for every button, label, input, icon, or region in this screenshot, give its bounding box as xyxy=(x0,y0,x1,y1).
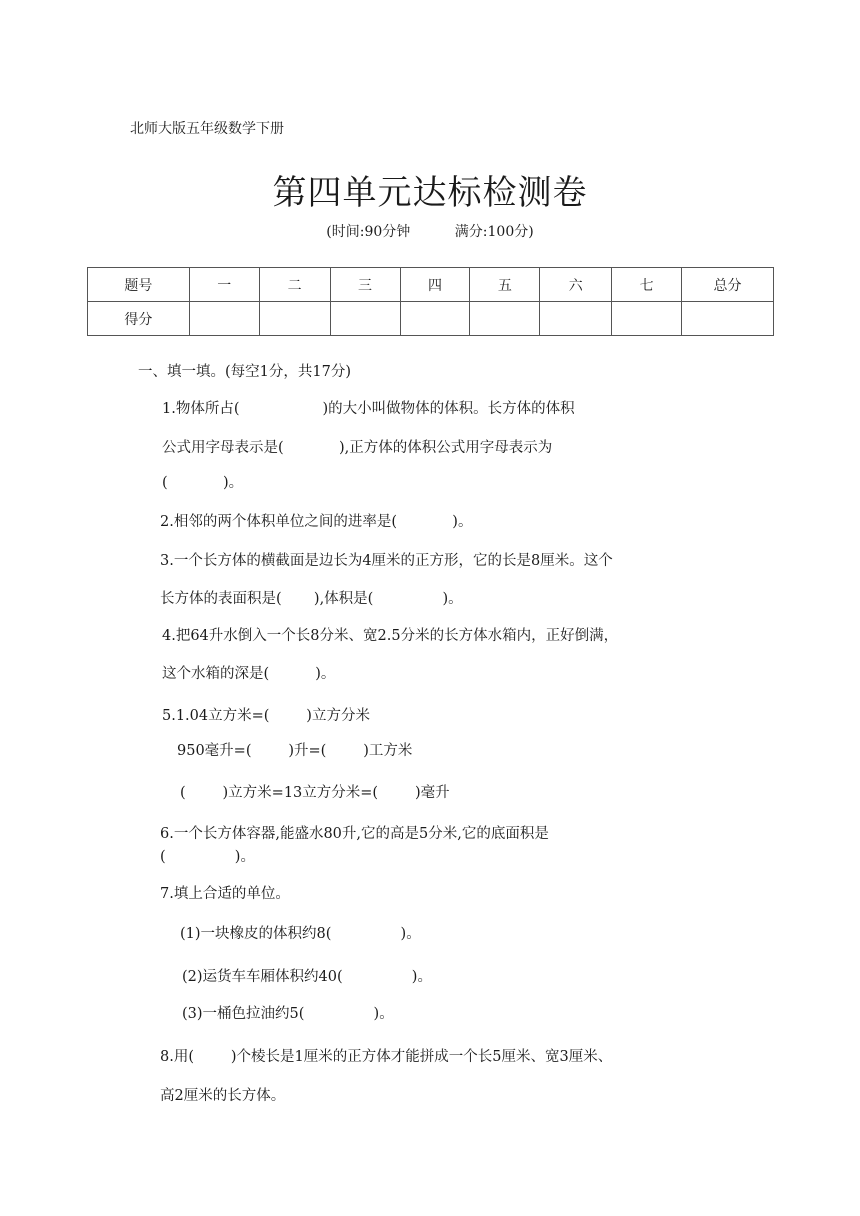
score-table xyxy=(87,267,774,336)
question-line: 长方体的表面积是( ),体积是( )。 xyxy=(160,591,463,607)
question-line: (3)一桶色拉油约5( )。 xyxy=(182,1006,394,1022)
question-line: 3.一个长方体的横截面是边长为4厘米的正方形，它的长是8厘米。这个 xyxy=(160,553,613,569)
table-row-score xyxy=(88,302,774,336)
question-line: ( )。 xyxy=(162,475,244,491)
question-line: 6.一个长方体容器,能盛水80升,它的高是5分米,它的底面积是 xyxy=(160,826,549,842)
question-line: (2)运货车车厢体积约40( )。 xyxy=(182,969,432,985)
score-cell[interactable] xyxy=(259,302,330,336)
score-cell[interactable] xyxy=(540,302,612,336)
table-cell: 七 xyxy=(612,268,682,302)
question-line: 1.物体所占( )的大小叫做物体的体积。长方体的体积 xyxy=(162,401,575,417)
question-line: 5.1.04立方米=( )立方分米 xyxy=(162,708,370,724)
score-cell[interactable] xyxy=(470,302,540,336)
table-cell: 得分 xyxy=(88,302,190,336)
score-cell[interactable] xyxy=(682,302,774,336)
table-cell: 二 xyxy=(259,268,330,302)
question-line: (1)一块橡皮的体积约8( )。 xyxy=(180,926,421,942)
question-line: 8.用( )个棱长是1厘米的正方体才能拼成一个长5厘米、宽3厘米、 xyxy=(160,1049,613,1065)
question-line: ( )。 xyxy=(160,849,255,865)
exam-subtitle: (时间:90分钟 满分:100分) xyxy=(326,224,534,240)
header-note: 北师大版五年级数学下册 xyxy=(130,121,284,137)
score-cell[interactable] xyxy=(189,302,259,336)
table-cell: 四 xyxy=(400,268,470,302)
question-line: 这个水箱的深是( )。 xyxy=(162,666,336,682)
section-heading: 一、填一填。(每空1分，共17分) xyxy=(138,364,351,380)
table-cell: 三 xyxy=(330,268,400,302)
score-cell[interactable] xyxy=(330,302,400,336)
score-cell[interactable] xyxy=(612,302,682,336)
table-cell: 六 xyxy=(540,268,612,302)
table-cell: 题号 xyxy=(88,268,190,302)
question-line: ( )立方米=13立方分米=( )毫升 xyxy=(180,785,450,801)
page-title: 第四单元达标检测卷 xyxy=(272,173,588,213)
question-line: 7.填上合适的单位。 xyxy=(160,886,290,902)
question-line: 高2厘米的长方体。 xyxy=(160,1088,286,1104)
question-line: 950毫升=( )升=( )工方米 xyxy=(177,743,413,759)
score-cell[interactable] xyxy=(400,302,470,336)
table-cell: 一 xyxy=(189,268,259,302)
table-row-header xyxy=(88,268,774,302)
table-cell: 总分 xyxy=(682,268,774,302)
question-line: 公式用字母表示是( ),正方体的体积公式用字母表示为 xyxy=(162,440,553,456)
table-cell: 五 xyxy=(470,268,540,302)
question-line: 2.相邻的两个体积单位之间的进率是( )。 xyxy=(160,514,473,530)
question-line: 4.把64升水倒入一个长8分米、宽2.5分米的长方体水箱内，正好倒满， xyxy=(162,628,619,644)
